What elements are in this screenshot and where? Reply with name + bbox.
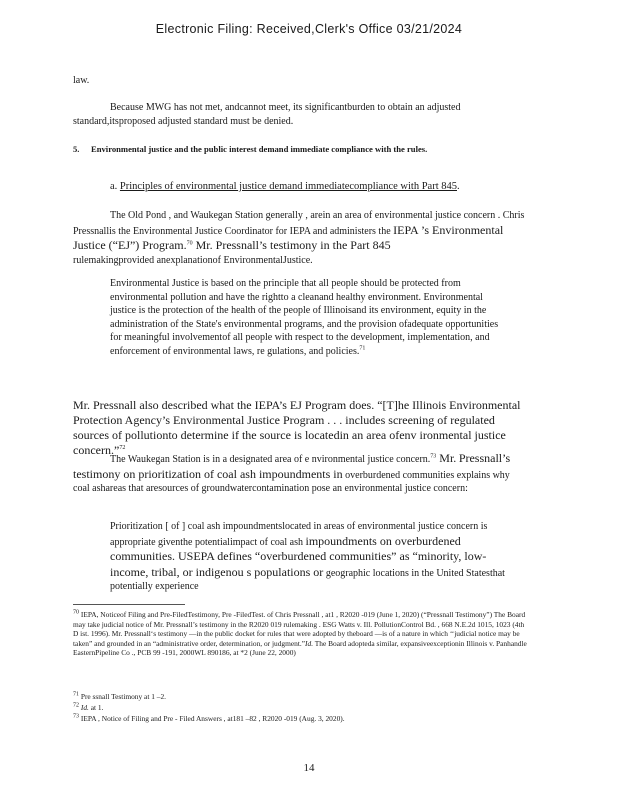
footnote-70-id: Id. (305, 638, 314, 648)
block-quote-ej-definition (110, 277, 510, 359)
paragraph-pressnall-also (73, 398, 531, 458)
footnote-72-number: 72 (73, 702, 79, 709)
block-quote-prioritization-a: Prioritization [ of ] coal ash impoundmentslocated in areas of environmental justice concern is appropriate giventhe potentialimpact of coal ash (110, 521, 488, 548)
footnote-ref-72[interactable]: 72 (119, 445, 126, 451)
page-header: Electronic Filing: Received,Clerk's Office 03/21/2024 (155, 22, 463, 36)
footnote-73 (73, 714, 531, 724)
subheading-end: . (457, 181, 460, 192)
section-heading-5 (73, 143, 525, 155)
footnote-72-text: at 1. (88, 703, 104, 712)
subheading-a (110, 181, 530, 192)
footnote-72 (73, 703, 531, 713)
paragraph-law: law. (73, 75, 90, 86)
footnote-70-text: IEPA, Noticeof Filing and Pre-FiledTestimony, Pre -FiledTest. of Chris Pressnall , at1 , R2020 -019 (June 1, 2020) (“Pressnall Testimony”) The Board may take judicial notice of Mr. Pressnall’s testimony in the R2020 019 rulemaking . ESG Watts v. Ill. PollutionControl Bd. , 668 N.E.2d 1015, 1023 (4th D ist. 1996). Mr. Pressnall‘s testimony —in the public docket for rules that were adopted by theboard —is of a nature in which ‘‘judicial notice may be taken” and grounded in an “administrative order, determination, or judgment.” (73, 610, 526, 648)
block-quote-prioritization-c: geographic locations in the United Statesthat potentially experience (110, 567, 505, 593)
footnote-ref-70[interactable]: 70 (186, 240, 193, 247)
paragraph-waukegan-prioritization: Pressnall’s testimony on prioritization of coal ash impoundments in (73, 451, 511, 481)
paragraph-old-pond-testimony: Mr. Pressnall’s testimony in the Part 845 (192, 238, 391, 252)
footnote-71-number: 71 (73, 691, 79, 698)
paragraph-old-pond (73, 209, 525, 267)
footnote-separator (73, 604, 185, 605)
footnote-73-text: IEPA , Notice of Filing and Pre - Filed Answers , at181 –82 , R2020 -019 (Aug. 3, 2020). (80, 714, 345, 723)
paragraph-waukegan (73, 451, 525, 496)
section-heading-text: Environmental justice and the public interest demand immediate compliance with the rules. (91, 144, 428, 154)
page-number: 14 (303, 762, 315, 774)
section-number: 5. (73, 144, 80, 154)
paragraph-waukegan-text: The Waukegan Station is in a designated area of e nvironmental justice concern. (110, 454, 431, 465)
paragraph-waukegan-rest: overburdened communities explains why coal ashareas that aresources of groundwatercontamination pose an environmental justice concern: (73, 469, 510, 494)
block-quote-prioritization (110, 520, 510, 594)
subheading-text: Principles of environmental justice demand immediatecompliance with Part 845 (119, 181, 457, 192)
footnote-70-number: 70 (73, 609, 79, 616)
paragraph-old-pond-end: rulemakingprovided anexplanationof EnvironmentalJustice. (73, 254, 313, 266)
block-quote-prioritization-b: impoundments on overburdened communities. USEPA defines “overburdened communities” as “minority, low-income, tribal, or indigenou s populations or (110, 533, 487, 579)
block-quote-text: Environmental Justice is based on the principle that all people should be protected from environmental pollution and have the rightto a cleanand healthy environment. Environmental justice is the protection of the health of the people of Illinoisand its environment, equity in the administration of the State's environmental programs, and the provision ofadequate opportunities for meaningful involvementof all people with respect to the development, implementation, and enforcement of environmental laws, re gulations, and policies. (110, 278, 499, 357)
footnote-72-id: Id. (80, 703, 89, 712)
paragraph-old-pond-text: The Old Pond , and Waukegan Station generally , arein an area of environmental justice concern . Chris Pressnallis the Environmental Justice Coordinator for IEPA and administers the (73, 210, 525, 237)
paragraph-waukegan-mr: Mr. (436, 451, 457, 465)
footnote-ref-71[interactable]: 71 (359, 345, 366, 352)
footnote-70 (73, 610, 531, 658)
footnote-71-text: Pre ssnall Testimony at 1 –2. (80, 692, 167, 701)
paragraph-because: Because MWG has not met, andcannot meet, its significantburden to obtain an adjusted standard,itsproposed adjusted standard must be denied. (73, 102, 461, 127)
subheading-letter: a. (110, 181, 118, 192)
footnote-70-text-b: The Board adopteda similar, expansiveexceptionin Illinois v. Panhandle EasternPipeline Co ., PCB 99 -191, 2000WL 890186, at *2 (June 22, 2000) (73, 638, 527, 658)
footnote-71 (73, 692, 531, 702)
footnote-73-number: 73 (73, 713, 79, 720)
paragraph-old-pond-ej: IEPA ’s Environmental Justice (“EJ”) Program. (73, 222, 504, 252)
footnote-ref-73[interactable]: 73 (430, 453, 437, 460)
paragraph-pressnall-also-text: Mr. Pressnall also described what the IEPA’s EJ Program does. “[T]he Illinois Environmental Protection Agency’s Environmental Justice Program . . . includes screening of regulated sources of pollutionto determine if the source is locatedin an area ofenv ironmental justice concern.” (73, 398, 521, 457)
